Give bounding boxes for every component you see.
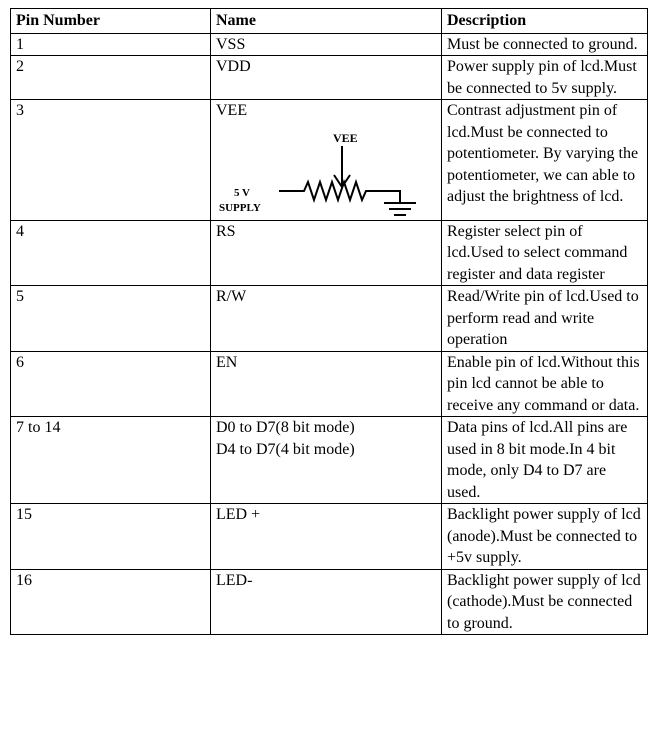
pin-number-cell: 16 (11, 569, 211, 635)
potentiometer-symbol (279, 146, 416, 215)
supply-label-line2: SUPPLY (219, 201, 261, 214)
header-pin-number: Pin Number (11, 9, 211, 34)
vee-label: VEE (333, 130, 358, 145)
pin-name-cell (211, 417, 442, 504)
pin-description-cell: Backlight power supply of lcd (anode).Must be connected to +5v supply. (442, 504, 648, 570)
pin-name-line: D4 to D7(4 bit mode) (216, 440, 355, 458)
pin-name-cell: RS (211, 220, 442, 286)
potentiometer-diagram (216, 130, 436, 220)
table-row (11, 33, 648, 56)
supply-label-line1: 5 V (234, 186, 250, 199)
table-row (11, 504, 648, 570)
table-row (11, 286, 648, 352)
header-row (11, 9, 648, 34)
pin-name-text: VEE (216, 102, 248, 119)
table-row (11, 417, 648, 504)
table-row (11, 351, 648, 417)
table-row (11, 569, 648, 635)
pin-name-cell: EN (211, 351, 442, 417)
header-description: Description (442, 9, 648, 34)
pin-description-cell: Backlight power supply of lcd (cathode).Must be connected to ground. (442, 569, 648, 635)
pin-number-cell: 7 to 14 (11, 417, 211, 504)
pin-description-cell: Contrast adjustment pin of lcd.Must be connected to potentiometer. By varying the potentiometer, we can able to adjust the brightness of lcd. (442, 100, 648, 221)
pin-description-cell: Read/Write pin of lcd.Used to perform read and write operation (442, 286, 648, 352)
pin-number-cell: 2 (11, 56, 211, 100)
pin-name-cell: LED + (211, 504, 442, 570)
resistor-zigzag (279, 182, 400, 203)
table-row (11, 100, 648, 221)
pin-description-cell: Data pins of lcd.All pins are used in 8 bit mode.In 4 bit mode, only D4 to D7 are used. (442, 417, 648, 504)
pin-name-cell: LED- (211, 569, 442, 635)
pin-name-cell: R/W (211, 286, 442, 352)
pin-number-cell: 5 (11, 286, 211, 352)
pin-name-line: D0 to D7(8 bit mode) (216, 419, 355, 436)
pin-number-cell: 1 (11, 33, 211, 56)
pin-description-cell: Register select pin of lcd.Used to select command register and data register (442, 220, 648, 286)
pin-name-cell: VDD (211, 56, 442, 100)
pin-number-cell: 15 (11, 504, 211, 570)
header-name: Name (211, 9, 442, 34)
pin-number-cell: 3 (11, 100, 211, 221)
pin-description-cell: Enable pin of lcd.Without this pin lcd cannot be able to receive any command or data. (442, 351, 648, 417)
pin-description-cell: Must be connected to ground. (442, 33, 648, 56)
pin-table (10, 8, 648, 635)
pin-name-cell: VSS (211, 33, 442, 56)
pin-number-cell: 6 (11, 351, 211, 417)
pin-number-cell: 4 (11, 220, 211, 286)
pin-name-cell (211, 100, 442, 221)
table-row (11, 220, 648, 286)
table-row (11, 56, 648, 100)
pin-description-cell: Power supply pin of lcd.Must be connected to 5v supply. (442, 56, 648, 100)
